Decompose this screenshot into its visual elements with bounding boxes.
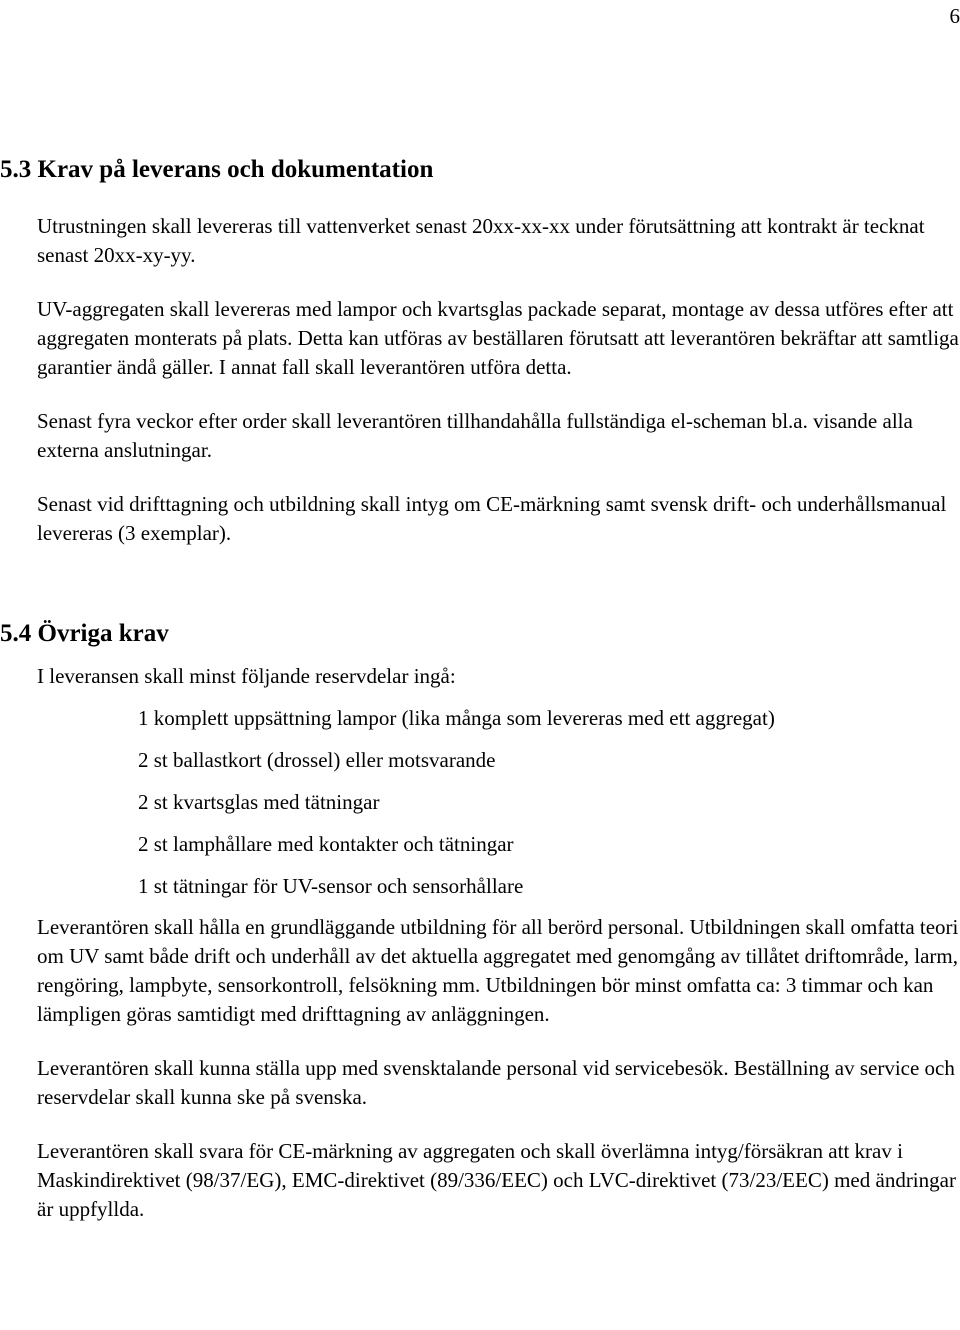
list-item: 2 st lamphållare med kontakter och tätningar bbox=[138, 832, 514, 856]
document-body bbox=[0, 153, 960, 1224]
list-item: 1 st tätningar för UV-sensor och sensorhållare bbox=[138, 874, 524, 898]
paragraph-delivery-date: Utrustningen skall levereras till vattenverket senast 20xx-xx-xx under förutsättning att kontrakt är tecknat senast 20xx-xy-yy. bbox=[37, 214, 925, 267]
section-heading-5-3: 5.3 Krav på leverans och dokumentation bbox=[0, 156, 434, 183]
section-heading-5-4: 5.4 Övriga krav bbox=[0, 620, 169, 647]
list-item: 2 st kvartsglas med tätningar bbox=[138, 790, 380, 814]
page-number: 6 bbox=[949, 4, 960, 28]
list-item: 1 komplett uppsättning lampor (lika många som levereras med ett aggregat) bbox=[138, 706, 775, 730]
spare-parts-list bbox=[37, 704, 960, 901]
paragraph-ce-directives: Leverantören skall svara för CE-märkning av aggregaten och skall överlämna intyg/försäkran att krav i Maskindirektivet (98/37/EG), EMC-direktivet (89/336/EEC) och LVC-direktivet (73/23/EEC) med ändringar är uppfyllda. bbox=[37, 1139, 956, 1221]
paragraph-training: Leverantören skall hålla en grundläggande utbildning för all berörd personal. Utbildningen skall omfatta teori om UV samt både drift och underhåll av det aktuella aggregatet med genomgång av tillåtet driftområde, larm, rengöring, lampbyte, sensorkontroll, felsökning mm. Utbildningen bör minst omfatta ca: 3 timmar och kan lämpligen göras samtidigt med drifttagning av anläggningen. bbox=[37, 915, 959, 1026]
paragraph-uv-packaging: UV-aggregaten skall levereras med lampor och kvartsglas packade separat, montage av dessa utföres efter att aggregaten monterats på plats. Detta kan utföras av beställaren förutsatt att leverantören bekräftar att samtliga garantier ändå gäller. I annat fall skall leverantören utföra detta. bbox=[37, 297, 959, 379]
paragraph-service-language: Leverantören skall kunna ställa upp med svensktalande personal vid servicebesök. Beställning av service och reservdelar skall kunna ske på svenska. bbox=[37, 1056, 955, 1109]
paragraph-el-scheman: Senast fyra veckor efter order skall leverantören tillhandahålla fullständiga el-scheman bl.a. visande alla externa anslutningar. bbox=[37, 409, 913, 462]
paragraph-ce-manual: Senast vid drifttagning och utbildning skall intyg om CE-märkning samt svensk drift- och underhållsmanual levereras (3 exemplar). bbox=[37, 492, 947, 545]
paragraph-spare-parts-intro: I leveransen skall minst följande reservdelar ingå: bbox=[37, 664, 456, 688]
list-item: 2 st ballastkort (drossel) eller motsvarande bbox=[138, 748, 496, 772]
